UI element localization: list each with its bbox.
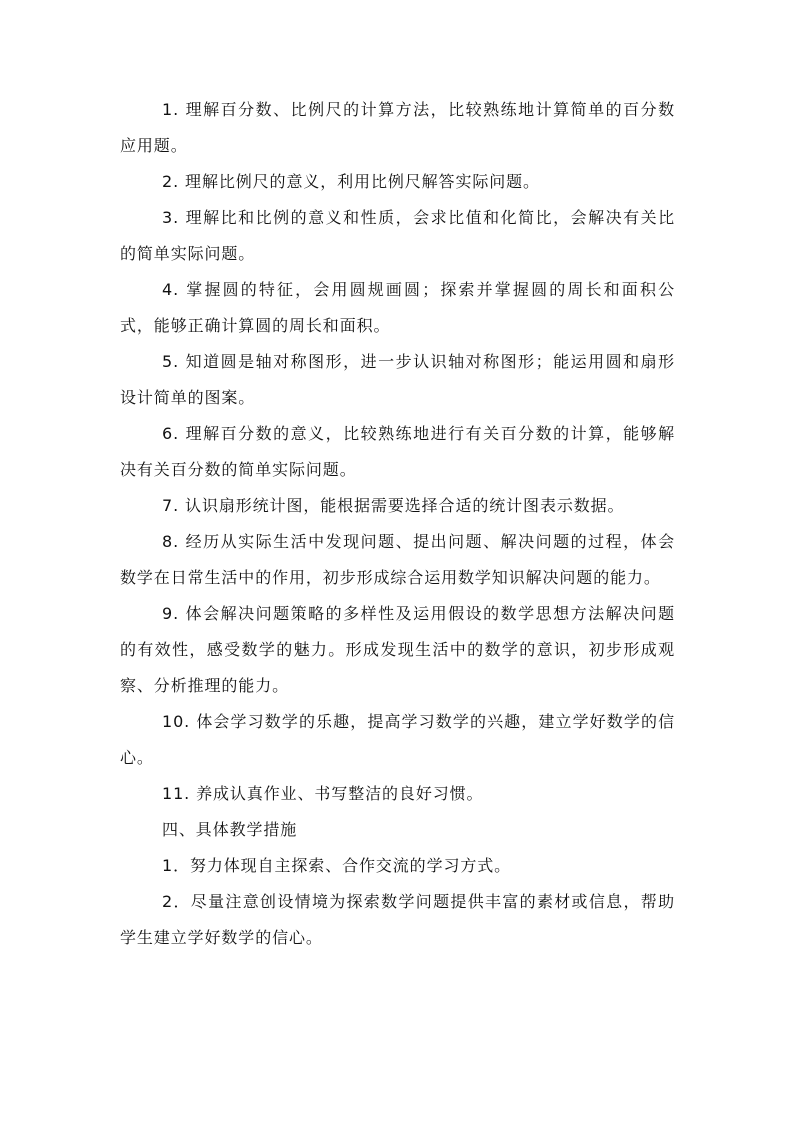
- objective-item-7: 7. 认识扇形统计图，能根据需要选择合适的统计图表示数据。: [162, 496, 625, 515]
- section-heading: 四、具体教学措施: [162, 820, 298, 839]
- objective-item-5: 5. 知道圆是轴对称图形，进一步认识轴对称图形；能运用圆和扇形设计简单的图案。: [120, 352, 675, 407]
- objective-item-3: 3. 理解比和比例的意义和性质，会求比值和化简比，会解决有关比的简单实际问题。: [120, 208, 675, 263]
- objective-item-11: 11. 养成认真作业、书写整洁的良好习惯。: [162, 784, 484, 803]
- objective-item-8: 8. 经历从实际生活中发现问题、提出问题、解决问题的过程，体会数学在日常生活中的作用，初步形成综合运用数学知识解决问题的能力。: [120, 532, 675, 587]
- objective-item-4: 4. 掌握圆的特征，会用圆规画圆；探索并掌握圆的周长和面积公式，能够正确计算圆的周长和面积。: [120, 280, 675, 335]
- measure-item-1: 1．努力体现自主探索、合作交流的学习方式。: [162, 856, 512, 875]
- objective-item-9: 9. 体会解决问题策略的多样性及运用假设的数学思想方法解决问题的有效性，感受数学的魅力。形成发现生活中的数学的意识，初步形成观察、分析推理的能力。: [120, 604, 675, 695]
- measure-item-2: 2．尽量注意创设情境为探索数学问题提供丰富的素材或信息，帮助学生建立学好数学的信心。: [120, 892, 675, 947]
- document-body: [120, 92, 675, 956]
- objective-item-6: 6. 理解百分数的意义，比较熟练地进行有关百分数的计算，能够解决有关百分数的简单实际问题。: [120, 424, 675, 479]
- objective-item-1: 1. 理解百分数、比例尺的计算方法，比较熟练地计算简单的百分数应用题。: [120, 100, 675, 155]
- objective-item-2: 2. 理解比例尺的意义，利用比例尺解答实际问题。: [162, 172, 540, 191]
- objective-item-10: 10. 体会学习数学的乐趣，提高学习数学的兴趣，建立学好数学的信心。: [120, 712, 675, 767]
